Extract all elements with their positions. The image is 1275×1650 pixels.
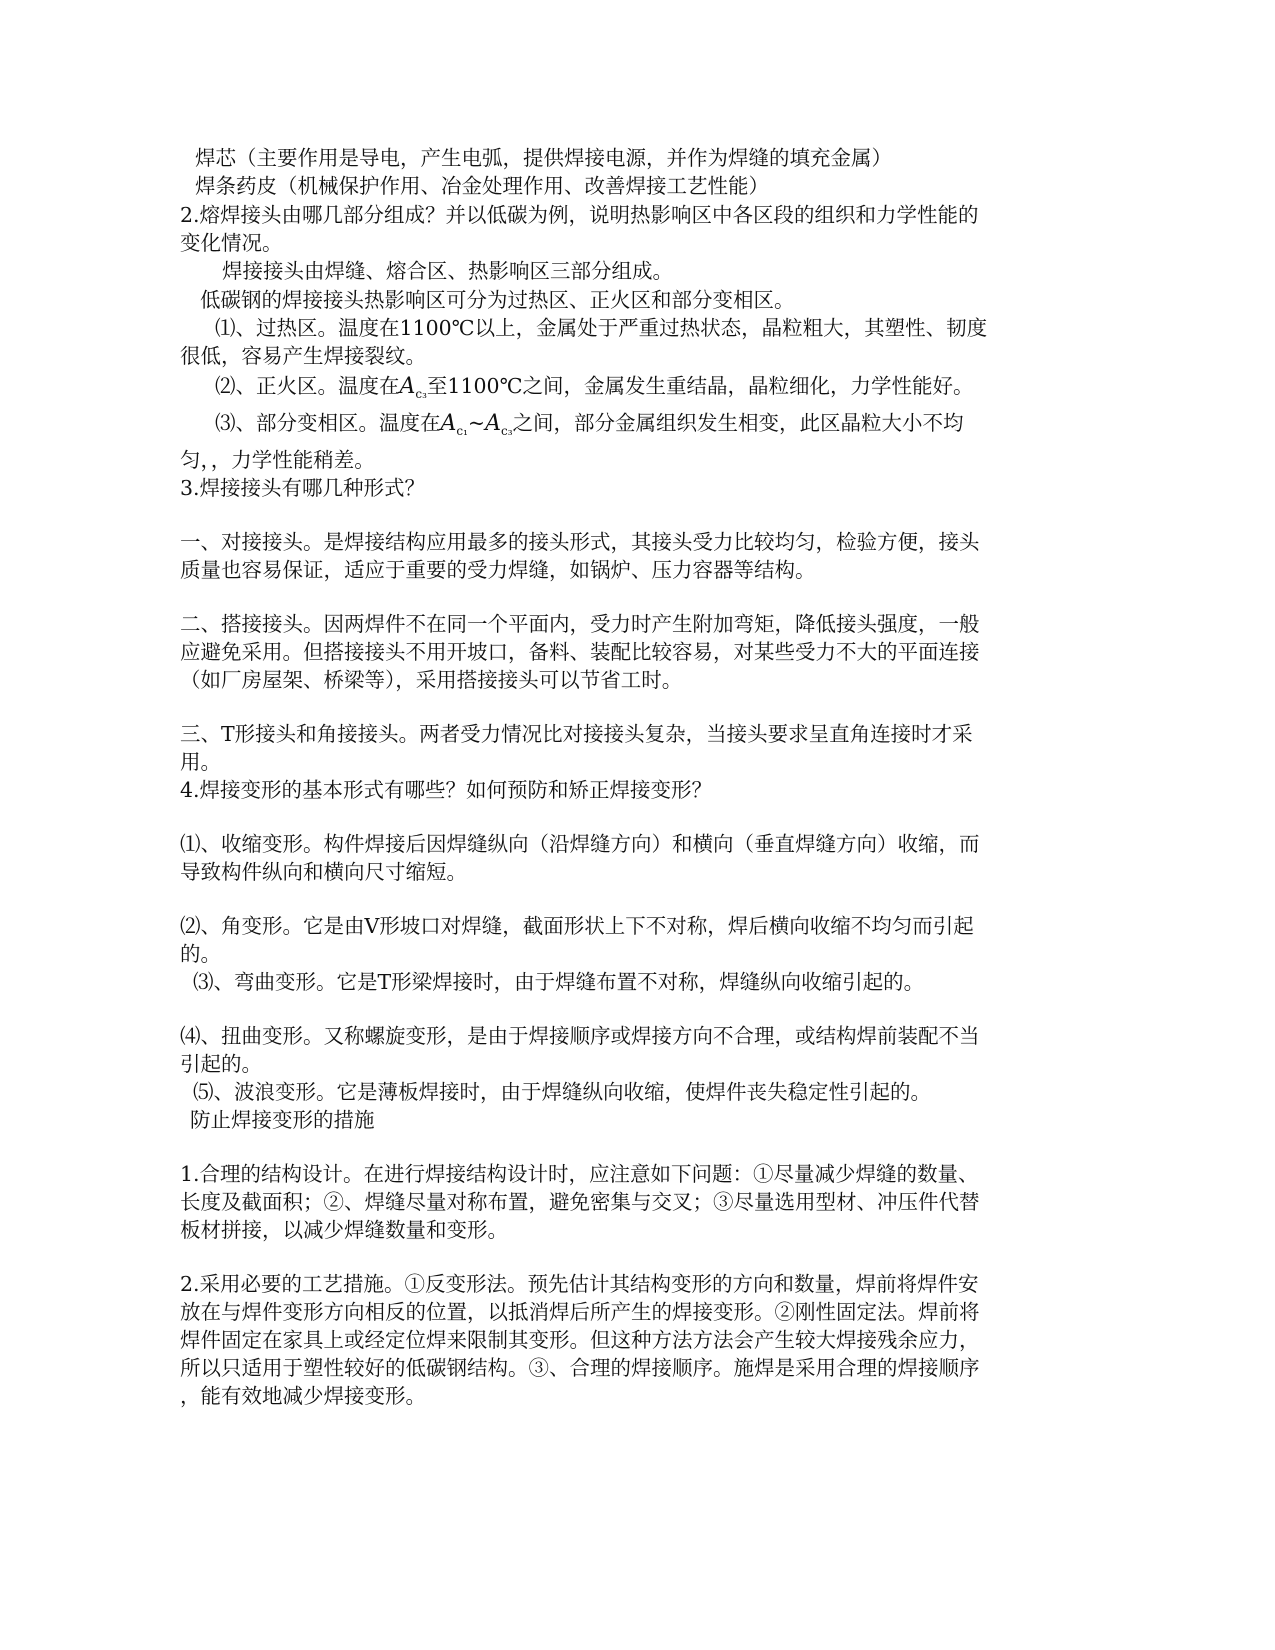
- formula-tilde: ~: [467, 411, 486, 435]
- text-segment: ⑶、部分变相区。温度在: [215, 411, 441, 435]
- text-line: 1.合理的结构设计。在进行焊接结构设计时，应注意如下问题：①尽量减少焊缝的数量、: [180, 1162, 979, 1186]
- text-line: 的。: [180, 942, 221, 966]
- text-line: 放在与焊件变形方向相反的位置，以抵消焊后所产生的焊接变形。②刚性固定法。焊前将: [180, 1300, 980, 1324]
- text-line: 引起的。: [180, 1052, 262, 1076]
- question-heading: 2.熔焊接头由哪几部分组成？并以低碳为例，说明热影响区中各区段的组织和力学性能的: [180, 203, 979, 227]
- text-line: 低碳钢的焊接接头热影响区可分为过热区、正火区和部分变相区。: [200, 288, 795, 312]
- text-line: 一、对接接头。是焊接结构应用最多的接头形式，其接头受力比较均匀，检验方便，接头: [180, 530, 980, 554]
- text-segment: 至1100℃之间，金属发生重结晶，晶粒细化，力学性能好。: [426, 374, 974, 398]
- text-line: ，能有效地减少焊接变形。: [180, 1384, 426, 1408]
- text-line: （如厂房屋架、桥梁等），采用搭接接头可以节省工时。: [180, 668, 683, 692]
- text-line: ⑵、角变形。它是由V形坡口对焊缝，截面形状上下不对称，焊后横向收缩不均匀而引起: [180, 914, 974, 938]
- formula-subscript: c₃: [501, 424, 513, 439]
- formula-symbol: A: [485, 411, 501, 436]
- text-line: 焊条药皮（机械保护作用、冶金处理作用、改善焊接工艺性能）: [195, 174, 769, 198]
- text-line: ⑷、扭曲变形。又称螺旋变形，是由于焊接顺序或焊接方向不合理，或结构焊前装配不当: [180, 1024, 980, 1048]
- text-line: 二、搭接接头。因两焊件不在同一个平面内，受力时产生附加弯矩，降低接头强度，一般: [180, 612, 980, 636]
- text-line: [215, 371, 974, 409]
- text-line: ⑴、过热区。温度在1100℃以上，金属处于严重过热状态，晶粒粗大，其塑性、韧度: [215, 316, 988, 340]
- text-line: ⑴、收缩变形。构件焊接后因焊缝纵向（沿焊缝方向）和横向（垂直焊缝方向）收缩，而: [180, 832, 980, 856]
- text-line: 2.采用必要的工艺措施。①反变形法。预先估计其结构变形的方向和数量，焊前将焊件安: [180, 1272, 979, 1296]
- text-line: [215, 408, 964, 446]
- formula-symbol: A: [399, 374, 416, 399]
- text-line: 质量也容易保证，适应于重要的受力焊缝，如锅炉、压力容器等结构。: [180, 558, 816, 582]
- text-line: 焊件固定在家具上或经定位焊来限制其变形。但这种方法方法会产生较大焊接残余应力，: [180, 1328, 980, 1352]
- text-line: ⑸、波浪变形。它是薄板焊接时，由于焊缝纵向收缩，使焊件丧失稳定性引起的。: [193, 1080, 931, 1104]
- text-line: 焊接接头由焊缝、熔合区、热影响区三部分组成。: [222, 259, 673, 283]
- text-line: 导致构件纵向和横向尺寸缩短。: [180, 860, 467, 884]
- formula-symbol: A: [440, 411, 457, 436]
- text-line: 焊芯（主要作用是导电，产生电弧，提供焊接电源，并作为焊缝的填充金属）: [195, 146, 892, 170]
- question-heading: 3.焊接接头有哪几种形式？: [180, 476, 426, 500]
- text-line: ⑶、弯曲变形。它是T形梁焊接时，由于焊缝布置不对称，焊缝纵向收缩引起的。: [193, 970, 925, 994]
- text-segment: 之间，部分金属组织发生相变，此区晶粒大小不均: [512, 411, 964, 435]
- text-line: 用。: [180, 750, 221, 774]
- formula-subscript: c₁: [456, 424, 468, 439]
- text-line: 三、T形接头和角接接头。两者受力情况比对接接头复杂，当接头要求呈直角连接时才采: [180, 722, 973, 746]
- text-line: 匀，，力学性能稍差。: [180, 448, 375, 472]
- text-line: 所以只适用于塑性较好的低碳钢结构。③、合理的焊接顺序。施焊是采用合理的焊接顺序: [180, 1356, 980, 1380]
- text-segment: ⑵、正火区。温度在: [215, 374, 400, 398]
- text-line: 板材拼接，以减少焊缝数量和变形。: [180, 1218, 508, 1242]
- text-line: 长度及截面积；②、焊缝尽量对称布置，避免密集与交叉；③尽量选用型材、冲压件代替: [180, 1190, 980, 1214]
- section-heading: 防止焊接变形的措施: [190, 1108, 375, 1132]
- text-line: 很低，容易产生焊接裂纹。: [180, 344, 426, 368]
- question-heading: 4.焊接变形的基本形式有哪些？如何预防和矫正焊接变形？: [180, 778, 713, 802]
- text-line: 变化情况。: [180, 231, 283, 255]
- formula-subscript: c₃: [415, 387, 427, 402]
- text-line: 应避免采用。但搭接接头不用开坡口，备料、装配比较容易，对某些受力不大的平面连接: [180, 640, 980, 664]
